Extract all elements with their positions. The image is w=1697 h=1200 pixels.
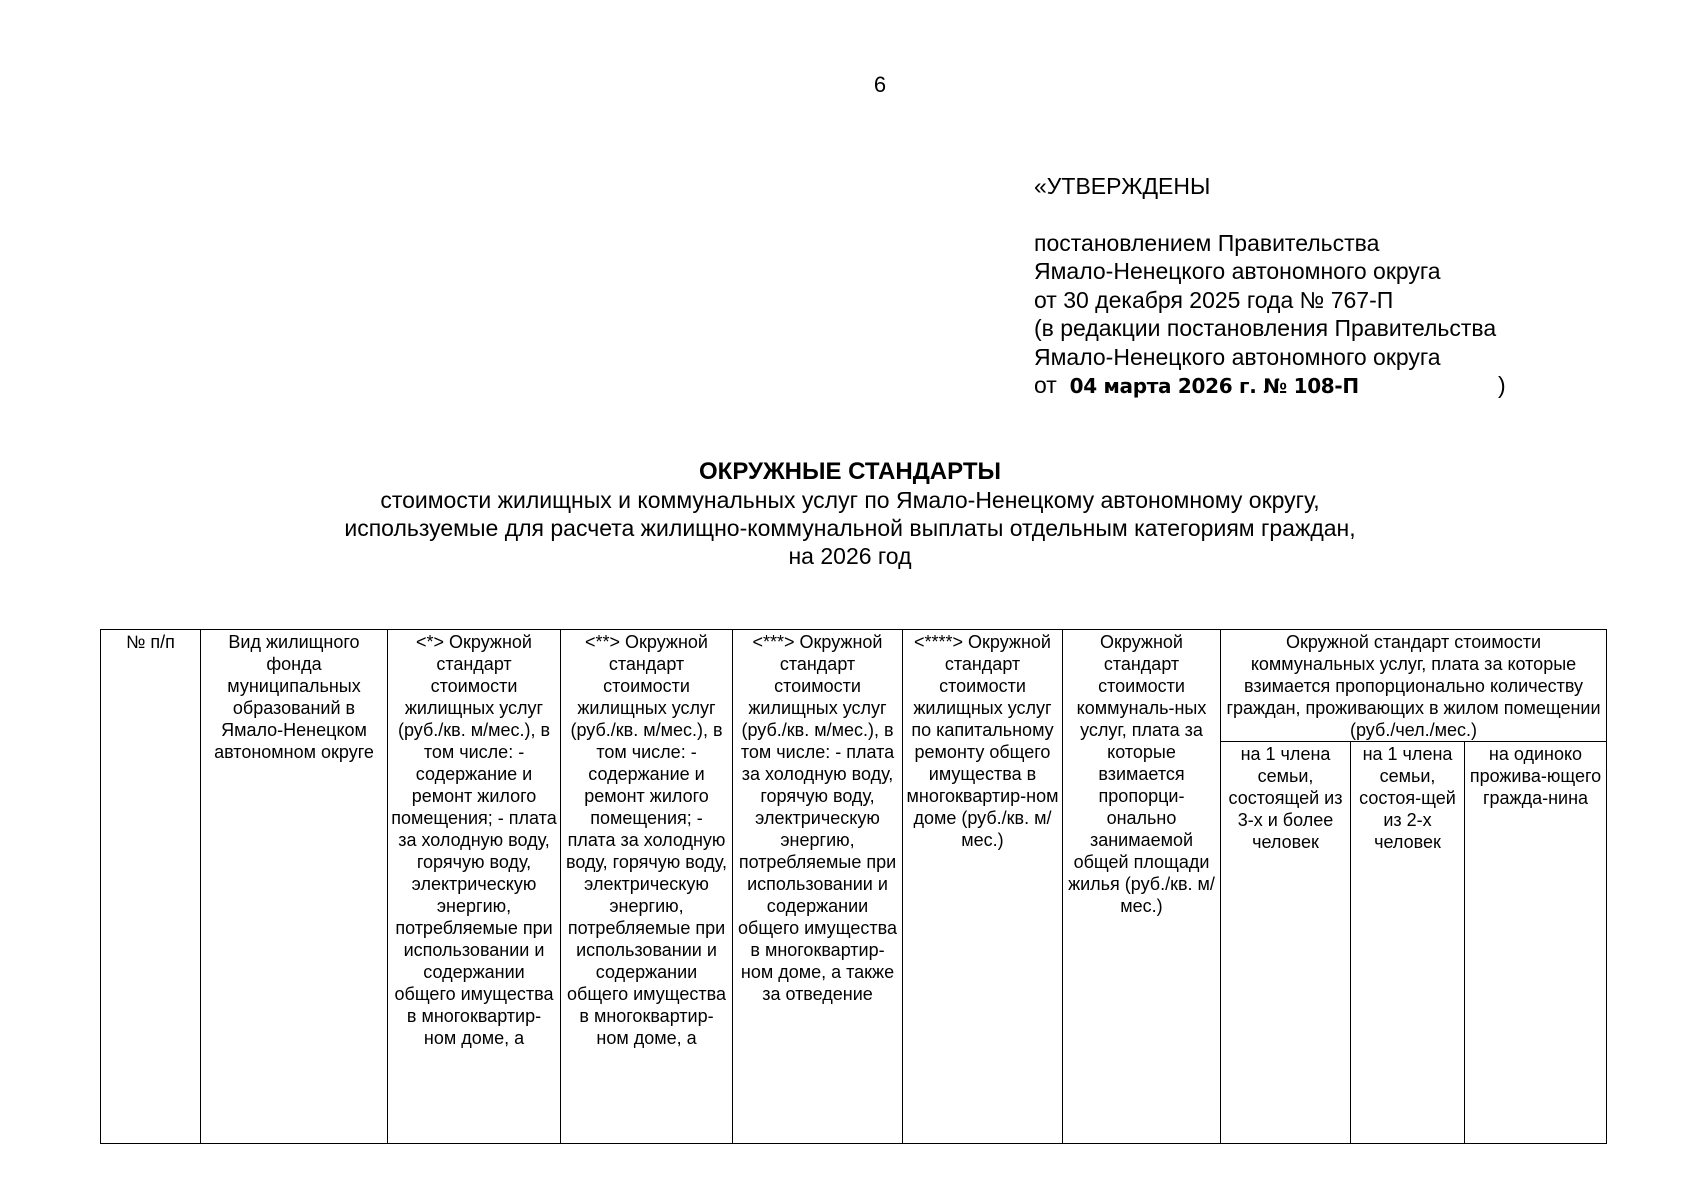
approval-amendment-line [1034,371,1654,401]
approval-line: от 30 декабря 2025 года № 767-П [1034,286,1394,313]
header-cell-standard-2: <**> Окружной стандарт стоимости жилищных услуг (руб./кв. м/мес.), в том числе: - содержание и ремонт жилого помещения; - плата за холодную воду, горячую воду, электрическую энергию, потребляемые при использовании и содержании общего имущества в многоквартир-ном доме, а [561,630,733,1144]
approval-line: (в редакции постановления Правительства [1034,315,1497,341]
approval-line: постановлением Правительства [1034,229,1380,256]
subheader-cell-single: на одиноко прожива-ющего гражда-нина [1465,742,1607,1144]
document-heading [200,458,1500,570]
standards-table [100,629,1607,1144]
from-prefix: от [1034,372,1057,398]
header-cell-number: № п/п [101,630,201,1144]
header-cell-standard-per-person: Окружной стандарт стоимости коммунальных услуг, плата за которые взимается пропорционально количеству граждан, проживающих в жилом помещении (руб./чел./мес.) [1221,630,1607,742]
header-cell-standard-4: <****> Окружной стандарт стоимости жилищных услуг по капитальному ремонту общего имущества в многоквартир-ном доме (руб./кв. м/мес.) [903,630,1063,1144]
header-cell-standard-3: <***> Окружной стандарт стоимости жилищных услуг (руб./кв. м/мес.), в том числе: - плата за холодную воду, горячую воду, электрическую энергию, потребляемые при использовании и содержании общего имущества в многоквартир-ном доме, а также за отведение [733,630,903,1144]
document-subtitle-line: на 2026 год [788,543,912,569]
approval-line: Ямало-Ненецкого автономного округа [1034,258,1441,284]
subheader-cell-family-3plus: на 1 члена семьи, состоящей из 3-х и более человек [1221,742,1351,1144]
header-cell-standard-area: Окружной стандарт стоимости коммуналь-ных услуг, плата за которые взимается пропорци-онально занимаемой общей площади жилья (руб./кв. м/мес.) [1063,630,1221,1144]
header-cell-fund-type: Вид жилищного фонда муниципальных образований в Ямало-Ненецком автономном округе [201,630,388,1144]
page-number: 6 [873,72,887,97]
approval-block [1034,172,1654,401]
decree-stamp: 04 марта 2026 г. № 108-П [1069,374,1359,398]
header-cell-standard-1: <*> Окружной стандарт стоимости жилищных услуг (руб./кв. м/мес.), в том числе: - содержание и ремонт жилого помещения; - плата за холодную воду, горячую воду, электрическую энергию, потребляемые при использовании и содержании общего имущества в многоквартир-ном доме, а [388,630,561,1144]
approval-line: Ямало-Ненецкого автономного округа [1034,343,1441,370]
approval-title: «УТВЕРЖДЕНЫ [1034,173,1211,199]
document-subtitle-line: стоимости жилищных и коммунальных услуг по Ямало-Ненецкому автономному округу, [380,487,1320,513]
close-paren: ) [1498,372,1506,398]
document-title: ОКРУЖНЫЕ СТАНДАРТЫ [699,458,1001,485]
document-subtitle-line: используемые для расчета жилищно-коммунальной выплаты отдельным категориям граждан, [344,515,1356,541]
subheader-cell-family-2: на 1 члена семьи, состоя-щей из 2-х человек [1351,742,1465,1144]
